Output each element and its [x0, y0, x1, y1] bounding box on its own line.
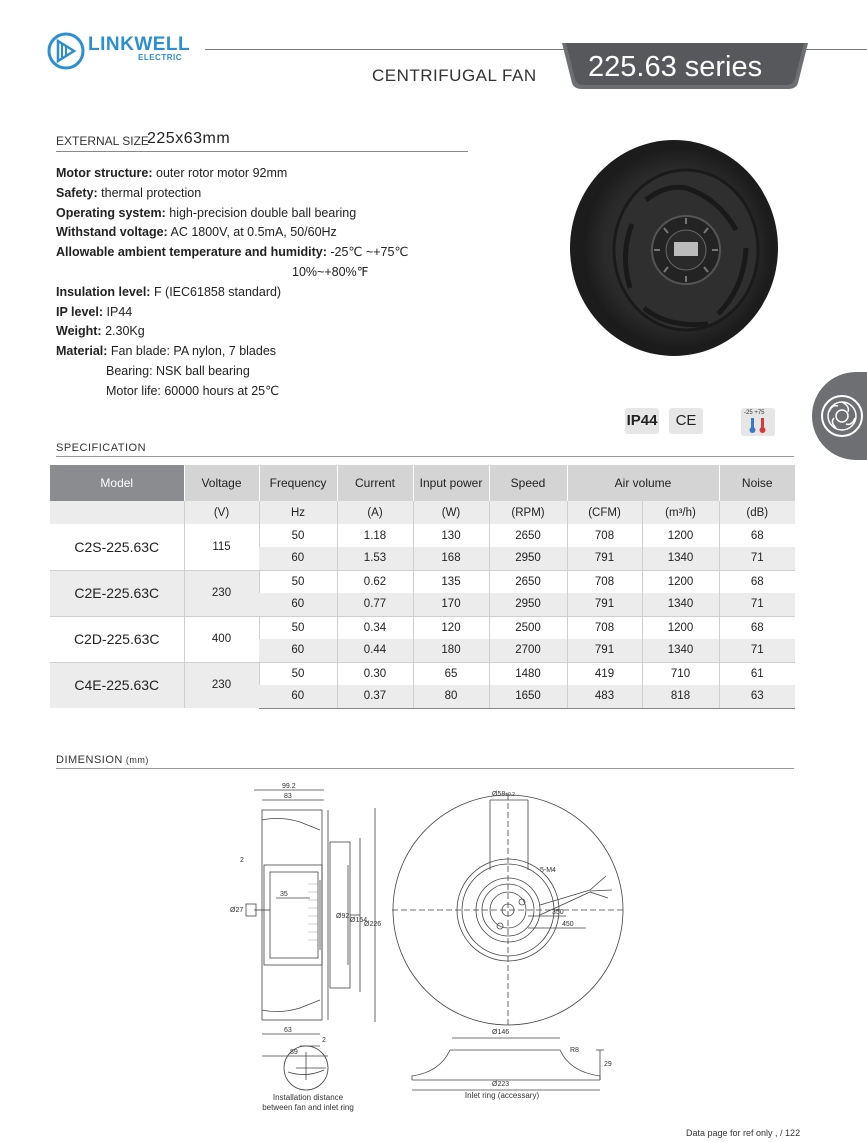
- table-cell: 68: [719, 524, 795, 547]
- unit-cell: (RPM): [489, 501, 567, 524]
- caption-install-1: Installation distance: [272, 1093, 344, 1102]
- header-voltage: Voltage: [184, 465, 259, 501]
- dim-phi92: Ø92: [336, 913, 350, 920]
- header-air-volume: Air volume: [567, 465, 719, 501]
- external-size-label: EXTERNAL SIZE: [56, 134, 149, 148]
- table-cell: 168: [413, 547, 489, 570]
- ce-mark: CE: [669, 408, 703, 434]
- fan-product-image: [558, 138, 780, 360]
- caption-inlet-ring: Inlet ring (accessary): [464, 1091, 540, 1100]
- unit-cell: (W): [413, 501, 489, 524]
- voltage-cell: 115: [184, 524, 259, 570]
- table-cell: 71: [719, 593, 795, 616]
- table-cell: 60: [259, 639, 337, 662]
- spec-withstand: Withstand voltage: AC 1800V, at 0.5mA, 50/60Hz: [56, 225, 337, 240]
- dim-phi27: Ø27: [230, 907, 244, 914]
- dim-63: 63: [284, 1027, 292, 1034]
- specification-table: [50, 465, 795, 709]
- voltage-cell: 230: [184, 570, 259, 616]
- dim-2b: 2: [322, 1037, 326, 1044]
- dimension-rule: [56, 768, 794, 769]
- unit-cell: (V): [184, 501, 259, 524]
- units-row: [50, 501, 795, 524]
- header-speed: Speed: [489, 465, 567, 501]
- table-cell: 2500: [489, 616, 567, 639]
- unit-cell: (CFM): [567, 501, 642, 524]
- table-cell: 60: [259, 593, 337, 616]
- spec-ip: IP level: IP44: [56, 304, 133, 319]
- dim-phi223: Ø223: [492, 1081, 510, 1088]
- dim-35: 35: [280, 891, 288, 898]
- external-size-value: 225x63mm: [147, 130, 231, 147]
- table-cell: 419: [567, 662, 642, 685]
- table-cell: 1.53: [337, 547, 413, 570]
- table-cell: 60: [259, 547, 337, 570]
- table-cell: 80: [413, 685, 489, 708]
- table-cell: 130: [413, 524, 489, 547]
- dim-phi146: Ø146: [492, 1029, 510, 1036]
- table-cell: 61: [719, 662, 795, 685]
- table-cell: 1.18: [337, 524, 413, 547]
- dim-r8: R8: [570, 1047, 579, 1054]
- table-cell: 1200: [642, 524, 719, 547]
- table-cell: 71: [719, 547, 795, 570]
- table-cell: 1200: [642, 570, 719, 593]
- table-cell: 68: [719, 570, 795, 593]
- table-cell: 50: [259, 570, 337, 593]
- model-name: C4E-225.63C: [50, 662, 184, 708]
- spec-motor: Motor structure: outer rotor motor 92mm: [56, 166, 288, 180]
- series-title: 225.63 series: [588, 51, 763, 83]
- table-cell: 0.62: [337, 570, 413, 593]
- table-cell: 1650: [489, 685, 567, 708]
- table-cell: 68: [719, 616, 795, 639]
- table-cell: 483: [567, 685, 642, 708]
- table-cell: 0.30: [337, 662, 413, 685]
- header-model: Model: [50, 465, 184, 501]
- table-cell: 708: [567, 570, 642, 593]
- dim-phi154: Ø154: [350, 917, 368, 924]
- header-current: Current: [337, 465, 413, 501]
- table-cell: 1480: [489, 662, 567, 685]
- external-size-rule: [56, 151, 468, 152]
- table-cell: 60: [259, 685, 337, 708]
- dimension-drawings: [200, 780, 830, 1120]
- table-cell: 2950: [489, 547, 567, 570]
- spec-material: Material: Fan blade: PA nylon, 7 blades: [56, 344, 277, 359]
- category-title: CENTRIFUGAL FAN: [372, 66, 537, 85]
- spec-safety: Safety: thermal protection: [56, 185, 202, 200]
- specification-rule: [56, 456, 794, 457]
- table-cell: 0.77: [337, 593, 413, 616]
- temperature-range: -25 +75: [744, 410, 765, 416]
- spec-weight: Weight: 2.30Kg: [56, 324, 145, 339]
- table-cell: 791: [567, 547, 642, 570]
- header-frequency: Frequency: [259, 465, 337, 501]
- table-cell: 0.34: [337, 616, 413, 639]
- spec-operating: Operating system: high-precision double ball bearing: [56, 205, 357, 220]
- unit-model-blank: [50, 501, 184, 524]
- dim-83: 83: [284, 793, 292, 800]
- table-row: [50, 524, 795, 547]
- header-noise: Noise: [719, 465, 795, 501]
- table-cell: 50: [259, 616, 337, 639]
- table-cell: 170: [413, 593, 489, 616]
- voltage-cell: 400: [184, 616, 259, 662]
- table-cell: 0.37: [337, 685, 413, 708]
- table-cell: 180: [413, 639, 489, 662]
- header-input-power: Input power: [413, 465, 489, 501]
- model-name: C2D-225.63C: [50, 616, 184, 662]
- unit-cell: (dB): [719, 501, 795, 524]
- table-cell: 50: [259, 524, 337, 547]
- table-cell: 0.44: [337, 639, 413, 662]
- table-cell: 71: [719, 639, 795, 662]
- dim-450: 450: [562, 921, 574, 928]
- unit-cell: Hz: [259, 501, 337, 524]
- dim-29: 29: [604, 1061, 612, 1068]
- table-cell: 1340: [642, 547, 719, 570]
- footer: Data page for ref only , / 122: [686, 1128, 801, 1138]
- table-row: [50, 570, 795, 593]
- table-cell: 710: [642, 662, 719, 685]
- spec-list: [56, 164, 486, 402]
- dim-phi58: Ø58±0.2: [492, 791, 515, 798]
- table-cell: 50: [259, 662, 337, 685]
- spec-ambient: Allowable ambient temperature and humidity: -25℃ ~+75℃: [56, 245, 409, 260]
- table-row: [50, 616, 795, 639]
- brand-name: LINKWELL: [88, 34, 191, 55]
- table-cell: 708: [567, 616, 642, 639]
- ip44-badge: IP44: [625, 408, 659, 434]
- table-cell: 65: [413, 662, 489, 685]
- spec-motor-life: Motor life: 60000 hours at 25℃: [106, 383, 280, 398]
- table-cell: 1340: [642, 639, 719, 662]
- table-cell: 2950: [489, 593, 567, 616]
- dim-99-2: 99.2: [282, 783, 296, 790]
- unit-cell: (m³/h): [642, 501, 719, 524]
- table-cell: 1200: [642, 616, 719, 639]
- table-cell: 791: [567, 639, 642, 662]
- dim-phi226: Ø226: [364, 921, 382, 928]
- table-cell: 135: [413, 570, 489, 593]
- voltage-cell: 230: [184, 662, 259, 708]
- table-cell: 120: [413, 616, 489, 639]
- table-cell: 2650: [489, 570, 567, 593]
- spec-bearing: Bearing: NSK ball bearing: [106, 363, 250, 378]
- table-cell: 791: [567, 593, 642, 616]
- dim-2: 2: [240, 857, 244, 864]
- caption-install-2: between fan and inlet ring: [262, 1103, 354, 1112]
- dim-5-m4: 5-M4: [540, 867, 556, 874]
- dim-89: 89: [290, 1049, 298, 1056]
- table-cell: 708: [567, 524, 642, 547]
- table-cell: 63: [719, 685, 795, 708]
- dimension-title: DIMENSION (mm): [56, 754, 149, 766]
- side-fan-tab: [812, 372, 867, 460]
- table-cell: 818: [642, 685, 719, 708]
- unit-cell: (A): [337, 501, 413, 524]
- table-cell: 2700: [489, 639, 567, 662]
- table-cell: 2650: [489, 524, 567, 547]
- spec-humidity: 10%~+80%℉: [292, 264, 369, 279]
- dim-350: 350: [552, 909, 564, 916]
- table-cell: 1340: [642, 593, 719, 616]
- brand-sub: ELECTRIC: [138, 53, 182, 62]
- specification-title: SPECIFICATION: [56, 442, 147, 454]
- spec-insulation: Insulation level: F (IEC61858 standard): [56, 284, 282, 299]
- table-row: [50, 662, 795, 685]
- model-name: C2E-225.63C: [50, 570, 184, 616]
- model-name: C2S-225.63C: [50, 524, 184, 570]
